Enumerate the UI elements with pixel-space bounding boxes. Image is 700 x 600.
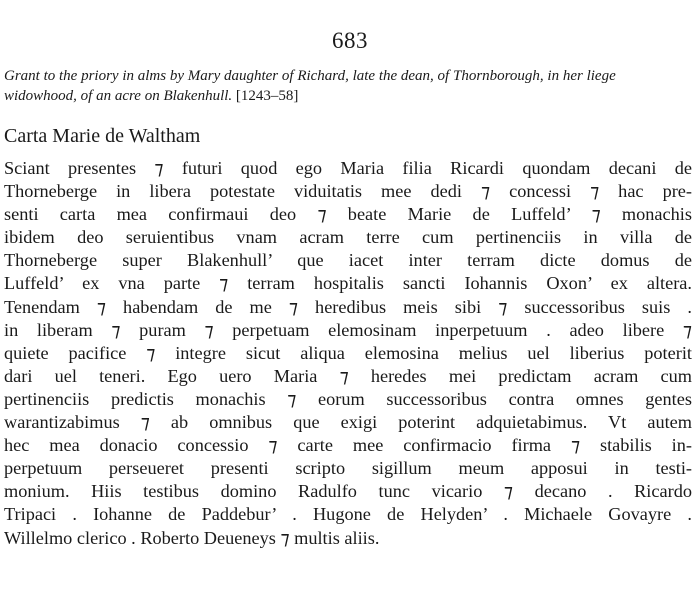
- text-line: Thorneberge in libera potestate viduitatis mee dedi ⁊ concessi ⁊ hac pre-: [4, 181, 692, 202]
- text-line: ibidem deo seruientibus vnam acram terre cum pertinenciis in villa de: [4, 227, 692, 248]
- text-line: dari uel teneri. Ego uero Maria ⁊ heredes mei predictam acram cum: [4, 365, 692, 386]
- text-line: in liberam ⁊ puram ⁊ perpetuam elemosinam inperpetuum . adeo libere ⁊: [4, 319, 692, 340]
- charter-title: Carta Marie de Waltham: [4, 125, 201, 147]
- text-line: senti carta mea confirmaui deo ⁊ beate Marie de Luffeld’ ⁊ monachis: [4, 204, 692, 225]
- text-line: monium. Hiis testibus domino Radulfo tunc vicario ⁊ decano . Ricardo: [4, 481, 692, 502]
- text-line: pertinenciis predictis monachis ⁊ eorum successoribus contra omnes gentes: [4, 388, 692, 409]
- text-line: Thorneberge super Blakenhull’ que iacet inter terram dicte domus de: [4, 250, 692, 271]
- text-line: hec mea donacio concessio ⁊ carte mee confirmacio firma ⁊ stabilis in-: [4, 435, 692, 456]
- charter-summary: [4, 66, 692, 106]
- text-line: quiete pacifice ⁊ integre sicut aliqua elemosina melius uel liberius poterit: [4, 342, 692, 363]
- text-line: Tenendam ⁊ habendam de me ⁊ heredibus meis sibi ⁊ successoribus suis .: [4, 296, 692, 317]
- text-line: warantizabimus ⁊ ab omnibus que exigi poterint adquietabimus. Vt autem: [4, 412, 692, 433]
- summary-text: Grant to the priory in alms by Mary daughter of Richard, late the dean, of Thornborough, in her liege widowhood, of an acre on Blakenhull.: [4, 68, 616, 104]
- text-line: Tripaci . Iohanne de Paddebur’ . Hugone de Helyden’ . Michaele Govayre .: [4, 504, 692, 525]
- charter-date: [1243–58]: [235, 88, 299, 104]
- text-line: Willelmo clerico . Roberto Deueneys ⁊ multis aliis.: [4, 527, 380, 548]
- text-line: Sciant presentes ⁊ futuri quod ego Maria filia Ricardi quondam decani de: [4, 158, 692, 178]
- text-line: Luffeld’ ex vna parte ⁊ terram hospitalis sancti Iohannis Oxon’ ex altera.: [4, 273, 692, 294]
- charter-text: [4, 157, 692, 550]
- text-line: perpetuum perseueret presenti scripto sigillum meum apposui in testi-: [4, 458, 692, 479]
- page-number: 683: [332, 28, 368, 53]
